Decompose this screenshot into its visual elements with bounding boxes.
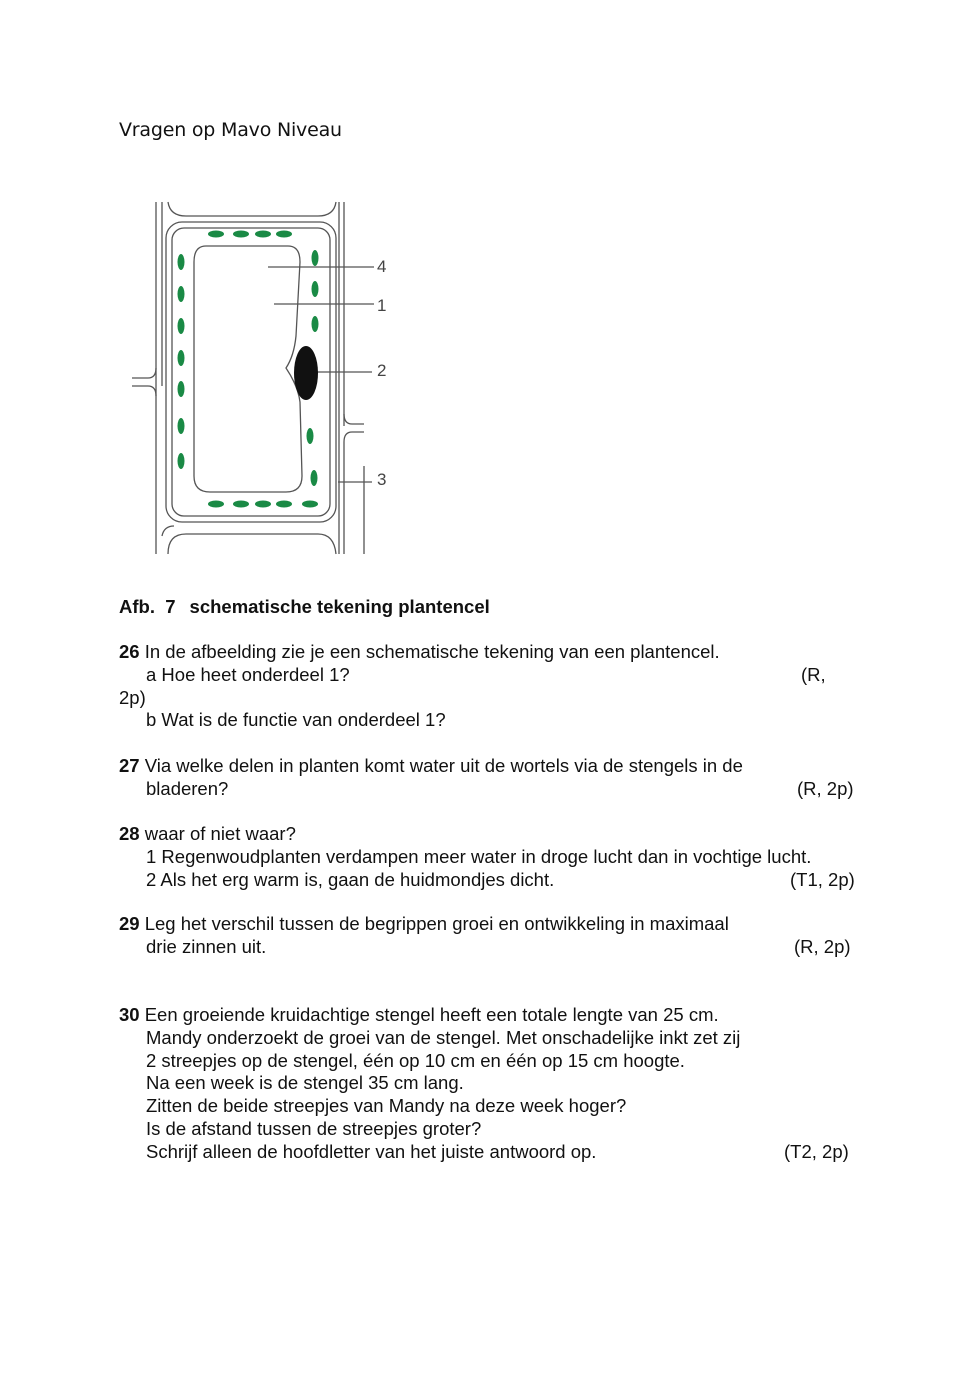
question-text: Na een week is de stengel 35 cm lang. [146,1072,464,1094]
question-text: waar of niet waar? [144,823,296,844]
points-label: (R, 2p) [794,935,851,957]
points-label: (R, 2p) [797,777,854,799]
points-label: (T2, 2p) [784,1140,849,1162]
question-30 [119,1004,859,1164]
page-heading: Vragen op Mavo Niveau [119,119,342,141]
question-text: Leg het verschil tussen de begrippen groei en ontwikkeling in maximaal [144,913,729,934]
question-number: 29 [119,913,140,934]
figure-caption [119,596,490,619]
plant-cell-diagram [128,196,408,558]
question-text: Is de afstand tussen de streepjes groter? [146,1117,482,1139]
question-27 [119,755,859,801]
question-text: Schrijf alleen de hoofdletter van het juiste antwoord op. [146,1140,597,1162]
question-text: 1 Regenwoudplanten verdampen meer water in droge lucht dan in vochtige lucht. [146,845,812,867]
points-label: (T1, 2p) [790,868,855,890]
question-text: 2p) [119,686,146,708]
question-text: bladeren? [146,777,229,799]
question-text: In de afbeelding zie je een schematische tekening van een plantencel. [144,641,720,662]
question-29 [119,913,859,959]
question-number: 26 [119,641,140,662]
question-text: b Wat is de functie van onderdeel 1? [146,709,446,731]
question-text: Zitten de beide streepjes van Mandy na deze week hoger? [146,1095,627,1117]
points-label: (R, [801,663,826,685]
question-26 [119,641,859,732]
figure-label-2: 2 [377,361,387,380]
question-number: 27 [119,755,140,776]
question-text: a Hoe heet onderdeel 1? [146,663,350,685]
figure-title: schematische tekening plantencel [189,596,490,617]
question-text: 2 Als het erg warm is, gaan de huidmondjes dicht. [146,868,555,890]
question-number: 30 [119,1004,140,1025]
question-text: Via welke delen in planten komt water uit de wortels via de stengels in de [144,755,743,776]
figure-label-1: 1 [377,296,387,315]
question-text: Een groeiende kruidachtige stengel heeft een totale lengte van 25 cm. [144,1004,719,1025]
question-number: 28 [119,823,140,844]
plant-cell-figure [128,196,408,558]
figure-label-4: 4 [377,257,387,276]
figure-number: Afb. 7 [119,596,176,617]
figure-label-3: 3 [377,470,387,489]
question-28 [119,823,859,891]
question-text: Mandy onderzoekt de groei van de stengel. Met onschadelijke inkt zet zij [146,1026,741,1048]
question-text: drie zinnen uit. [146,935,267,957]
question-text: 2 streepjes op de stengel, één op 10 cm en één op 15 cm hoogte. [146,1049,685,1071]
